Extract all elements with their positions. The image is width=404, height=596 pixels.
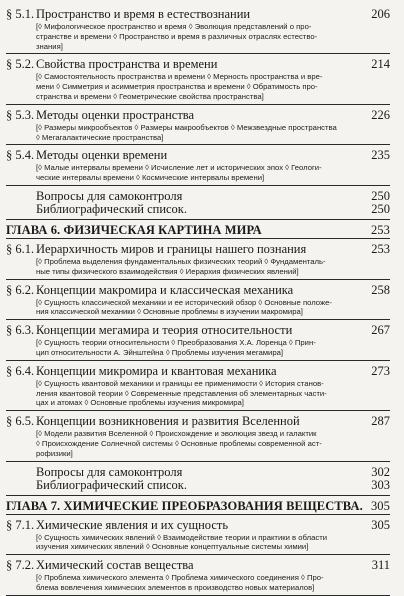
section-topics: [36, 163, 364, 185]
chapter-7-page: 305: [370, 498, 390, 513]
chapter-7-sections: [0, 518, 404, 596]
entry-title: Вопросы для самоконтроля: [36, 189, 183, 203]
section-number: § 6.2.: [6, 282, 35, 297]
topic-line: странства и времени ◊ Геометрические свойства пространства]: [36, 91, 264, 101]
divider: [6, 495, 390, 496]
section-heading-row: [6, 108, 390, 123]
topic-line: цах и атомах ◊ Основные проблемы изучения микромира]: [36, 398, 244, 408]
topic-line: [◊ Сущность классической механики и ее исторический обзор ◊ Основные положе-: [36, 297, 332, 307]
topic-line: [◊ Размеры микрообъектов ◊ Размеры макрообъектов ◊ Межзвездные пространства: [36, 122, 337, 132]
section-page: 287: [371, 414, 390, 429]
topic-line: [◊ Сущность химических явлений ◊ Взаимодействие теории и практики в области: [36, 532, 328, 542]
chapter-6-tail: [0, 466, 404, 493]
section-heading-row: [6, 518, 390, 533]
section-title: Пространство и время в естествознании: [36, 7, 251, 21]
topic-line: ческие интервалы времени ◊ Космические интервалы времени]: [36, 173, 265, 183]
toc-plain-entry: [36, 466, 390, 480]
chapter-6-title: ГЛАВА 6. ФИЗИЧЕСКАЯ КАРТИНА МИРА: [6, 222, 262, 237]
section-number: § 6.4.: [6, 363, 35, 378]
section-topics: [36, 257, 364, 279]
entry-title: Вопросы для самоконтроля: [36, 465, 183, 479]
topic-line: [◊ Модели развития Вселенной ◊ Происхождение и эволюция звезд и галактик: [36, 429, 317, 439]
entry-page: 250: [371, 202, 390, 217]
section-heading-row: [6, 148, 390, 163]
section-number: § 6.1.: [6, 241, 35, 256]
chapter-6-heading: [6, 223, 390, 238]
toc-section-entry: [6, 518, 390, 556]
toc-section-entry: [6, 323, 390, 361]
topic-line: [◊ Сущность теории относительности ◊ Преобразования Х.А. Лоренца ◊ Прин-: [36, 338, 316, 348]
topic-line: мени ◊ Симметрия и асимметрия пространства и времени ◊ Обратимость про-: [36, 82, 318, 92]
chapter-7-title: ГЛАВА 7. ХИМИЧЕСКИЕ ПРЕОБРАЗОВАНИЯ ВЕЩЕСТВА.: [6, 498, 363, 513]
topic-line: [◊ Проблема выделения фундаментальных физических теорий ◊ Фундаменталь-: [36, 256, 326, 266]
toc-section-entry: [6, 242, 390, 280]
section-heading-row: [6, 323, 390, 338]
section-topics: [36, 123, 364, 145]
topic-line: блема вовлечения химических элементов в производство новых материалов]: [36, 582, 315, 592]
section-heading-row: [6, 283, 390, 298]
topic-line: ◊ Происхождение Солнечной системы ◊ Основные проблемы современной аст-: [36, 438, 322, 448]
topic-line: рофизики]: [36, 448, 73, 458]
section-topics: [36, 533, 364, 555]
toc-section-entry: [6, 108, 390, 146]
section-topics: [36, 379, 364, 410]
section-page: 214: [371, 57, 390, 72]
topic-line: изучения химических явлений ◊ Основные концептуальные системы химии]: [36, 542, 309, 552]
section-page: 267: [371, 323, 390, 338]
topic-line: [◊ Малые интервалы времени ◊ Исчисление лет и исторических эпох ◊ Геологи-: [36, 163, 322, 173]
section-title: Химический состав вещества: [36, 558, 194, 573]
topic-line: ные типы физического взаимодействия ◊ Иерархия физических явлений]: [36, 266, 299, 276]
section-page: 226: [371, 107, 390, 122]
section-number: § 5.4.: [6, 148, 35, 163]
chapter-6-page: 253: [370, 222, 390, 237]
section-number: § 5.1.: [6, 7, 35, 21]
section-heading-row: [6, 414, 390, 429]
toc-plain-entry: [36, 190, 390, 204]
section-topics: [36, 573, 364, 595]
topic-line: ния классической механики ◊ Основные проблемы в изучении макромира]: [36, 307, 303, 317]
section-page: 253: [371, 241, 390, 256]
section-heading-row: [6, 364, 390, 379]
entry-page: 303: [371, 478, 390, 493]
section-page: 311: [371, 558, 390, 573]
section-title: Концепции возникновения и развития Вселенной: [36, 414, 300, 429]
section-page: 206: [371, 7, 390, 21]
section-number: § 6.3.: [6, 323, 35, 338]
section-number: § 6.5.: [6, 414, 35, 429]
toc-section-entry: [6, 558, 390, 596]
section-title: Концепции микромира и квантовая механика: [36, 363, 277, 378]
toc-section-entry: [6, 364, 390, 411]
section-number: § 5.3.: [6, 107, 35, 122]
chapter-7-heading: [6, 499, 390, 514]
divider: [6, 238, 390, 239]
section-number: § 7.2.: [6, 558, 35, 573]
section-title: Химические явления и их сущность: [36, 517, 229, 532]
topic-line: [◊ Проблема химического элемента ◊ Проблема химического соединения ◊ Про-: [36, 573, 324, 583]
divider: [6, 219, 390, 220]
section-topics: [36, 338, 364, 360]
topic-line: [◊ Самостоятельность пространства и времени ◊ Мерность пространства и вре-: [36, 72, 323, 82]
toc-section-entry: [6, 414, 390, 461]
section-page: 273: [371, 363, 390, 378]
topic-line: [◊ Мифологическое пространство и время ◊ Эволюция представлений о про-: [36, 22, 312, 31]
section-heading-row: [6, 57, 390, 72]
section-topics: [36, 22, 364, 53]
section-topics: [36, 429, 364, 460]
section-page: 305: [371, 517, 390, 532]
toc-section-entry: [6, 57, 390, 104]
section-number: § 7.1.: [6, 517, 35, 532]
section-title: Методы оценки пространства: [36, 107, 195, 122]
topic-line: [◊ Сущность квантовой механики и границы ее применимости ◊ История станов-: [36, 378, 324, 388]
section-title: Методы оценки времени: [36, 148, 168, 163]
toc-plain-entry: [36, 479, 390, 493]
section-title: Концепции мегамира и теория относительности: [36, 323, 293, 338]
toc-section-entry: [6, 283, 390, 321]
section-heading-row: [6, 242, 390, 257]
section-heading-row: [6, 558, 390, 573]
entry-title: Библиографический список.: [36, 203, 188, 217]
topic-line: ◊ Мегагалактические пространства]: [36, 132, 164, 142]
section-topics: [36, 298, 364, 320]
topic-line: странстве и времени ◊ Пространство и время в различных отраслях естество-: [36, 31, 318, 41]
section-page: 258: [371, 282, 390, 297]
section-title: Свойства пространства и времени: [36, 57, 218, 72]
section-number: § 5.2.: [6, 57, 35, 72]
divider: [6, 514, 390, 515]
toc-section-entry: [6, 148, 390, 186]
section-title: Иерархичность миров и границы нашего познания: [36, 241, 307, 256]
section-topics: [36, 72, 364, 103]
chapter-5-tail: [0, 190, 404, 217]
toc-plain-entry: [36, 203, 390, 217]
topic-line: ления квантовой теории ◊ Современные представления об элементарных части-: [36, 388, 327, 398]
entry-title: Библиографический список.: [36, 479, 188, 493]
entry-page: 302: [371, 464, 390, 479]
section-page: 235: [371, 148, 390, 163]
section-heading-row: [6, 7, 390, 22]
chapter-5-sections: [0, 0, 404, 186]
toc-section-entry: [6, 7, 390, 54]
chapter-6-sections: [0, 242, 404, 462]
topic-line: цип относительности А. Эйнштейна ◊ Проблемы изучения мегамира]: [36, 347, 284, 357]
section-title: Концепции макромира и классическая механика: [36, 282, 294, 297]
entry-page: 250: [371, 188, 390, 203]
topic-line: знания]: [36, 41, 63, 51]
